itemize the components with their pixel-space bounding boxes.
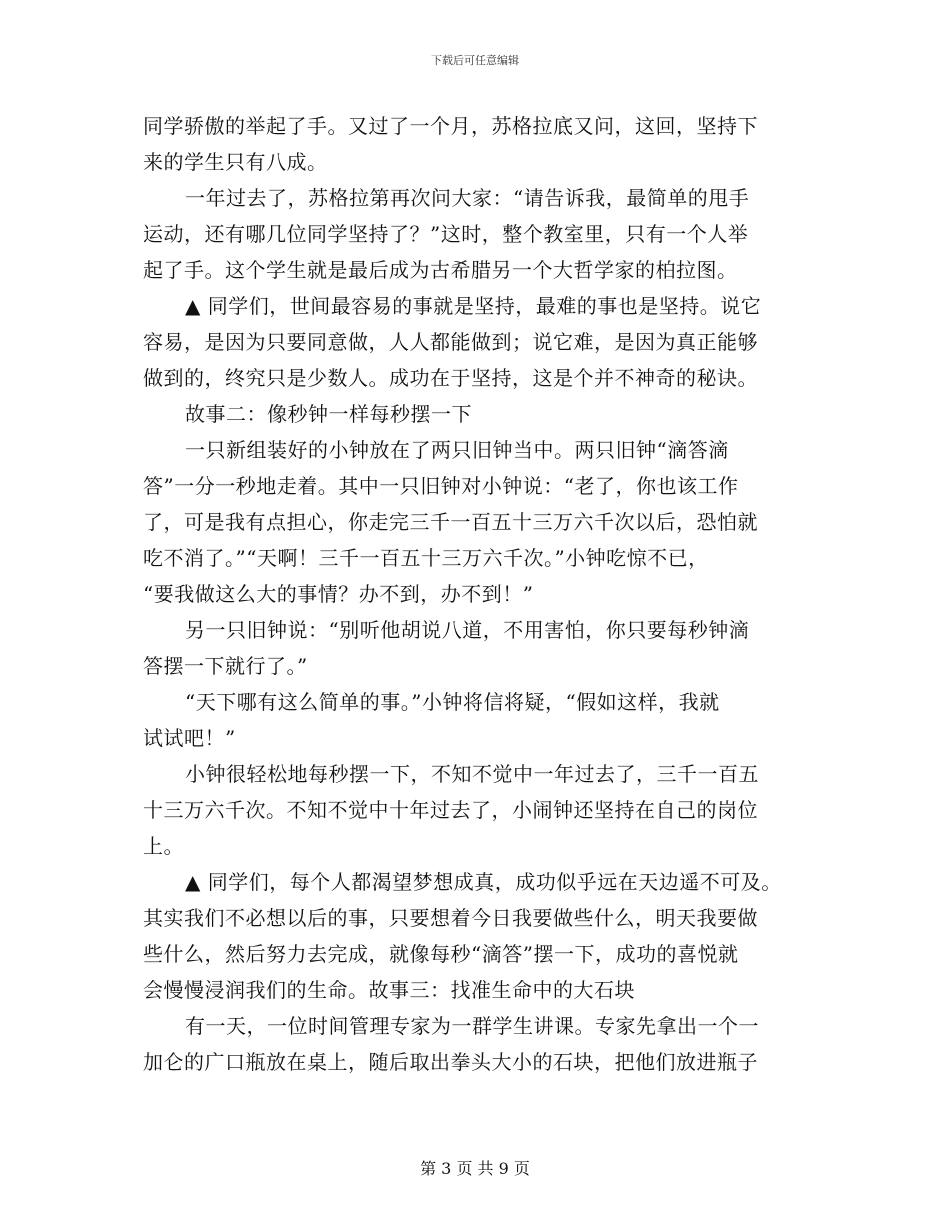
text-line: 十三万六千次。不知不觉中十年过去了，小闹钟还坚持在自己的岗位 (143, 798, 758, 822)
text-line: 一只新组装好的小钟放在了两只旧钟当中。两只旧钟“滴答滴 (185, 438, 729, 462)
text-line: 做到的，终究只是少数人。成功在于坚持，这是个并不神奇的秘诀。 (143, 366, 758, 390)
text-line: 了，可是我有点担心，你走完三千一百五十三万六千次以后，恐怕就 (143, 510, 758, 534)
text-line: 同学骄傲的举起了手。又过了一个月，苏格拉底又问，这回，坚持下 (143, 114, 758, 138)
page-header: 下载后可任意编辑 (431, 54, 519, 67)
text-line: 上。 (143, 834, 184, 858)
text-line: 来的学生只有八成。 (143, 150, 328, 174)
text-line: 答摆一下就行了。” (143, 654, 308, 678)
text-line: 起了手。这个学生就是最后成为古希腊另一个大哲学家的柏拉图。 (143, 258, 738, 282)
text-line: 故事二：像秒钟一样每秒摆一下 (185, 402, 472, 426)
text-line: “天下哪有这么简单的事。”小钟将信将疑，“假如这样，我就 (185, 690, 720, 714)
text-line: 试试吧！” (143, 726, 236, 750)
text-line: 运动，还有哪几位同学坚持了？”这时，整个教室里，只有一个人举 (143, 222, 749, 246)
text-line: 另一只旧钟说：“别听他胡说八道，不用害怕，你只要每秒钟滴 (185, 618, 750, 642)
text-line: 加仑的广口瓶放在桌上，随后取出拳头大小的石块，把他们放进瓶子 (143, 1050, 758, 1074)
text-line: 答”一分一秒地走着。其中一只旧钟对小钟说：“老了，你也该工作 (143, 474, 739, 498)
text-line: 会慢慢浸润我们的生命。故事三：找准生命中的大石块 (143, 978, 635, 1002)
document-body (143, 108, 823, 1080)
text-line: 小钟很轻松地每秒摆一下，不知不觉中一年过去了，三千一百五 (185, 762, 759, 786)
text-line: “要我做这么大的事情？办不到，办不到！” (143, 582, 534, 606)
text-line: ▲ 同学们，每个人都渴望梦想成真，成功似乎远在天边遥不可及。 (185, 870, 782, 894)
text-line: 有一天，一位时间管理专家为一群学生讲课。专家先拿出一个一 (185, 1014, 759, 1038)
text-line: 其实我们不必想以后的事，只要想着今日我要做些什么，明天我要做 (143, 906, 758, 930)
text-line: 吃不消了。”“天啊！三千一百五十三万六千次。”小钟吃惊不已， (143, 546, 709, 570)
text-line: 些什么，然后努力去完成，就像每秒“滴答”摆一下，成功的喜悦就 (143, 942, 739, 966)
text-line: ▲ 同学们，世间最容易的事就是坚持，最难的事也是坚持。说它 (185, 294, 762, 318)
text-line: 一年过去了，苏格拉第再次问大家：“请告诉我，最简单的甩手 (185, 186, 750, 210)
text-line: 容易，是因为只要同意做，人人都能做到；说它难，是因为真正能够 (143, 330, 758, 354)
page-number: 第 3 页 共 9 页 (420, 1159, 530, 1178)
